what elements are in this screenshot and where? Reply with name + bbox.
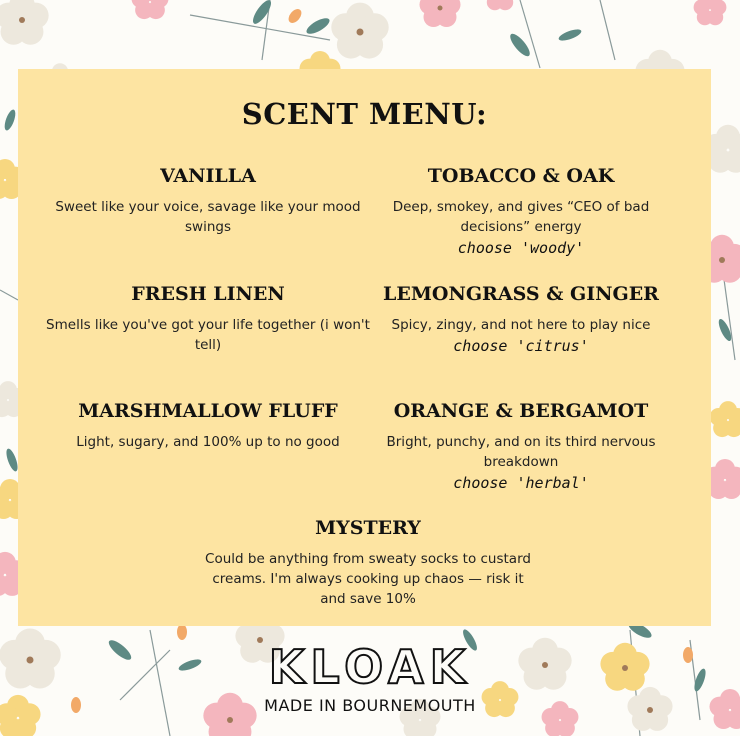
scent-name: LEMONGRASS & GINGER: [383, 283, 659, 305]
scent-description: Deep, smokey, and gives “CEO of bad decisions” energy: [392, 199, 650, 235]
menu-title: SCENT MENU:: [241, 97, 488, 131]
scent-name: TOBACCO & OAK: [427, 165, 615, 187]
scent-choose-note: choose 'herbal': [453, 474, 589, 492]
scent-choose-note: choose 'woody': [457, 239, 585, 257]
scent-description: Sweet like your voice, savage like your mood swings: [55, 199, 361, 235]
brand-block: [0, 642, 740, 715]
scent-item-lemongrass-ginger: [356, 283, 686, 355]
scent-name: MYSTERY: [315, 517, 421, 539]
scent-name: FRESH LINEN: [131, 283, 285, 305]
scent-description: Bright, punchy, and on its third nervous breakdown: [386, 434, 656, 470]
scent-item-mystery: [198, 517, 538, 609]
scent-name: MARSHMALLOW FLUFF: [78, 400, 338, 422]
scent-choose-note: choose 'citrus': [453, 337, 589, 355]
scent-description: Could be anything from sweaty socks to custard creams. I'm always cooking up chaos — risk it and save 10%: [205, 551, 531, 607]
scent-menu-panel: [18, 69, 711, 626]
brand-tagline: MADE IN BOURNEMOUTH: [264, 696, 476, 715]
scent-name: ORANGE & BERGAMOT: [393, 400, 649, 422]
kloak-logo: KLOAK: [268, 640, 472, 694]
scent-item-marshmallow-fluff: [43, 400, 373, 452]
scent-description: Spicy, zingy, and not here to play nice: [391, 317, 651, 333]
scent-name: VANILLA: [160, 165, 256, 187]
scent-item-tobacco-oak: [356, 165, 686, 257]
scent-description: Light, sugary, and 100% up to no good: [76, 434, 340, 450]
scent-item-vanilla: [43, 165, 373, 237]
scent-item-fresh-linen: [43, 283, 373, 355]
scent-description: Smells like you've got your life together (i won't tell): [46, 317, 370, 353]
scent-item-orange-bergamot: [356, 400, 686, 492]
